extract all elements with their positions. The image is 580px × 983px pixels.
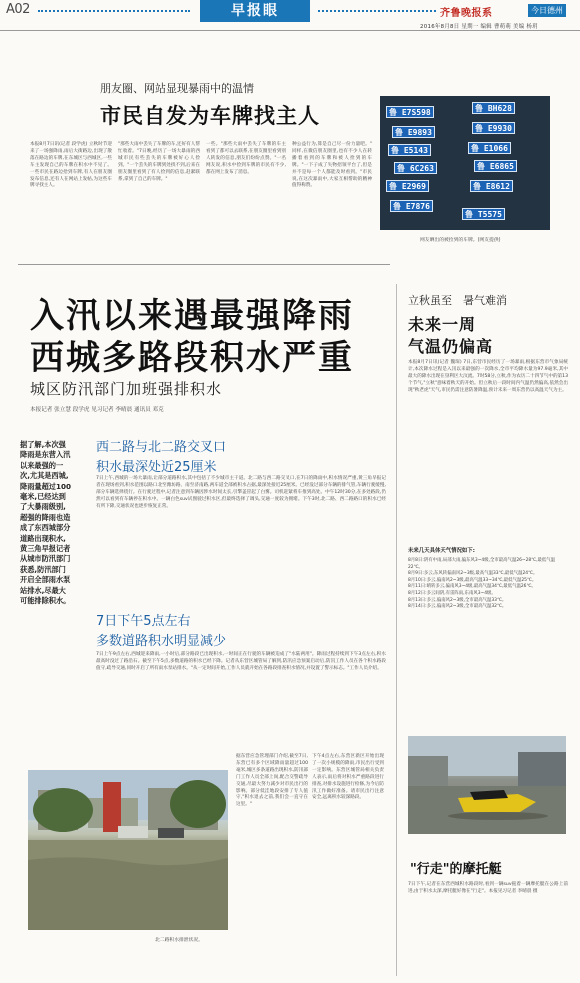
plate: 鲁 E1066: [468, 142, 511, 154]
jetski-photo: [408, 736, 566, 834]
section-2-body: 7日上午9点左右,西城迎来降雨,一小时后,部分路段已出现积水,一时间正在行驶的车辆被迫成了"水陆两用"。降雨过程持续到下午3点左右,积水最高时没过了路沿石。截至下午5点,多数道路的积水已经下降。记者从东营区城管局了解到,防汛应急预案启动后,防汛工作人员在各个积水路段值守,疏导交通,同时开启了所有雨水泵站排水。"从一定时间开始,工作人员就开始在各路段排查积水情况,并设置了警示标志。"工作人员介绍。: [96, 652, 386, 671]
main-subheadline: 城区防汛部门加班强排积水: [30, 380, 223, 398]
page-number: A02: [6, 2, 30, 17]
weather-body: 本报8月7日讯(记者 魏琛) 7日,东营市民经历了一场暴雨,根据东营市气象局统计,本次降水过程是入汛以来最强的一次降水,全市平均降水量为97.9毫米,其中最大的降水出现在垦利区大汶流。7时58分,立秋,作为农历二十四节气中的第13个节气,"立秋"意味着秋天的开始。但立秋后一段时间内气温仍然偏高,依然会出现"秋老虎"天气,市民仍需注意防暑降温,预计未来一周东营仍以高温天气为主。: [408, 360, 568, 393]
story1-kicker: 朋友圈、网站显现暴雨中的温情: [100, 82, 254, 95]
forecast-list: [408, 558, 568, 611]
license-plates-photo: [380, 96, 550, 230]
header-divider-left: [38, 10, 190, 12]
plate: 鲁 E5143: [388, 144, 431, 156]
plate: 鲁 E7S598: [386, 106, 434, 118]
section-heading-1-line-2: 积水最深处近25厘米: [96, 460, 217, 475]
section-heading-1-line-1: 西二路与北二路交叉口: [96, 440, 227, 455]
header-divider-right: [318, 10, 436, 12]
main-byline: 本报记者 张立慧 段学虎 见习记者 李晴晨 通讯员 邓克: [30, 407, 164, 413]
forecast-heading: 未来几天具体天气情况如下:: [408, 548, 475, 554]
plate: 鲁 E7876: [390, 200, 433, 212]
jetski-illustration: [408, 736, 566, 834]
newspaper-logo: 齐鲁晚报系: [440, 8, 493, 19]
story1-column-4: 种公益行为,算是自己尽一份力量吧。" 同样,在微信朋友圈里,也有不少人在转播着看到的车牌和被人捡到的车牌。"一下子成了失物招领平台了,但是并不是每一个人都能及时看到。"市民说,在这次暴雨中,大家互相帮助的精神值得称赞。: [292, 142, 372, 189]
section-1-body: 7日上午,西城的一场大暴雨,让部分道路积水,其中包括了不少城市主干道。北二路与西二路交叉口,在7日的降雨中,积水情况严重,黄三角早报记者在现场看到,积水范围以路口北至潍坊路、南至济南路,两车道全部被积水占据,最深处接近25厘米。已经没过部分车辆的排气管,车辆行驶缓慢,部分车辆选择绕行。在行驶过程中,记者注意到车辆因涉水时间太长,引擎盖冒起了白雾。司机赶紧将车推到高处。中午12时30分,在多处路段,仍然可以看到有车辆停在积水中。一辆白色suv试图驶过积水区,但最终选择了调头,交通一度较为拥堵。下午3时,北二路、西二路路口的积水已经有所下降,交通状况也逐步恢复正常。: [96, 476, 386, 509]
forecast-item: 8月10日:多云,偏南风2~3级,最高气温33~34℃,最低气温25℃。: [408, 577, 537, 583]
issue-meta: 2016年8月8日 星期一 编辑 曹萌萌 美编 杨玥: [420, 24, 538, 30]
flooded-street-photo-caption: 北二路积水排泄状况。: [155, 938, 203, 943]
plate: 鲁 E8612: [470, 180, 513, 192]
main-headline-line-1: 入汛以来遇最强降雨: [30, 296, 354, 336]
plate: 鲁 6C263: [394, 162, 437, 174]
story1-title: 市民自发为车牌找主人: [100, 104, 320, 128]
forecast-item: 8月8日:阴有中雨,局部大雨,偏东风3~4级,全市最高气温26~28℃,最低气温22℃。: [408, 558, 556, 570]
jetski-caption: 7日下午,记者在东营西城积水路段时,看到一辆suv拖着一辆摩托艇在公路上前进,由于积水太深,摩托艇好像在"行走"。本报见习记者 李晴晨 摄: [408, 882, 568, 894]
flooded-street-illustration: [28, 770, 228, 930]
forecast-item: 8月13日:多云,偏南风2~3级,全市最高气温33℃。: [408, 597, 507, 603]
forecast-item: 8月11日:晴转多云,偏南风3~4级,最高气温34℃,最低气温26℃。: [408, 584, 536, 590]
main-headline-line-2: 西城多路段积水严重: [30, 338, 354, 378]
section-title: 早报眼: [200, 0, 310, 22]
main-story-column-4: 下午4点左右,东营区新区开始出现了一次小规模的降雨,市民出行受到一定影响。东营区城管局相关负责人表示,雨后将对积水严重路段进行排查,对排水设施进行检修,为今后防汛工作做好准备。请市民出行注意安全,远离积水较深路段。: [312, 754, 384, 801]
plate: 鲁 E2969: [386, 180, 429, 192]
main-story-column-3: 据东营应急管理部门介绍,截至7日,东营已有多个区域降雨量超过100毫米,城区多条道路出现积水,防汛部门工作人员全部上岗,配合交警疏导交通,尽最大努力减少对市民出行的影响。部分低洼地段安排了专人值守,"积水退去之前,我们会一直守在这里。": [236, 754, 308, 808]
weather-title-line-2: 气温仍偏高: [408, 337, 494, 356]
section-heading-2-line-1: 7日下午5点左右: [96, 614, 191, 629]
forecast-item: 8月14日:多云,偏南风2~3级,全市最高气温32℃。: [408, 604, 507, 610]
story1-column-3: 一些。"那些大雨中丢失了车牌的车主看到了都可以去联系,在朋友圈里看到别人转发的信息,朋友们纷纷点赞。"一名网友说,积水中捡到车牌的市民有不少,都在网上发布了消息。: [206, 142, 286, 175]
weather-title-line-1: 未来一周: [408, 315, 477, 334]
header-rule: [0, 30, 580, 31]
plate: 鲁 BH628: [472, 102, 515, 114]
story1-photo-caption: 网友晒出的被捡到的车牌。(网友提供): [420, 238, 501, 243]
forecast-item: 8月9日:多云,东风转偏南风2~3级,最高气温33℃,最低气温24℃。: [408, 571, 538, 577]
story1-column-2: "那些大雨中丢失了车牌的车,还好有人帮忙收着。"7日晚,经历了一场大暴雨的西城市民有些丢失的车牌被好心人捡到。"一个丢失的车牌到处找不到,后来在朋友圈里看到了有人捡到的信息,赶紧联系,拿到了自己的车牌。": [118, 142, 200, 182]
story1-column-1: 本报8月7日讯(记者 段学虎) 立秋时节迎来了一场强降雨,雨后大街路边,出现了散落在路边的车牌,在东城区与西城区,一些车主发现自己的车牌在积水中不见了。一些市民在路边拾到车牌,有人在朋友圈发布信息,还有人在网站上发帖,为这些车牌寻找主人。: [30, 142, 112, 189]
newspaper-tag: 今日德州: [528, 4, 566, 17]
jetski-title: "行走"的摩托艇: [410, 862, 502, 877]
flooded-street-photo: [28, 770, 228, 930]
plate: 鲁 T5575: [462, 208, 505, 220]
main-lead-paragraph: 据了解,本次强降雨是东营入汛以来最强的一次,尤其是西城,降雨量超过100毫米,已经达到了大暴雨级别,超强的降雨也造成了东西城部分道路出现积水,黄三角早报记者从城市防汛部门获悉,防汛部门开启全部雨水泵站排水,尽最大可能排除积水。: [20, 440, 71, 606]
plate: 鲁 E6865: [474, 160, 517, 172]
column-divider: [396, 284, 397, 976]
weather-kicker: 立秋虽至 暑气难消: [408, 294, 507, 307]
forecast-item: 8月12日:多云间阴,有雷阵雨,东南风3~4级。: [408, 590, 496, 596]
main-story-rule: [18, 264, 390, 265]
section-heading-2-line-2: 多数道路积水明显减少: [96, 634, 227, 649]
plate: 鲁 E9930: [472, 122, 515, 134]
plate: 鲁 E9893: [392, 126, 435, 138]
